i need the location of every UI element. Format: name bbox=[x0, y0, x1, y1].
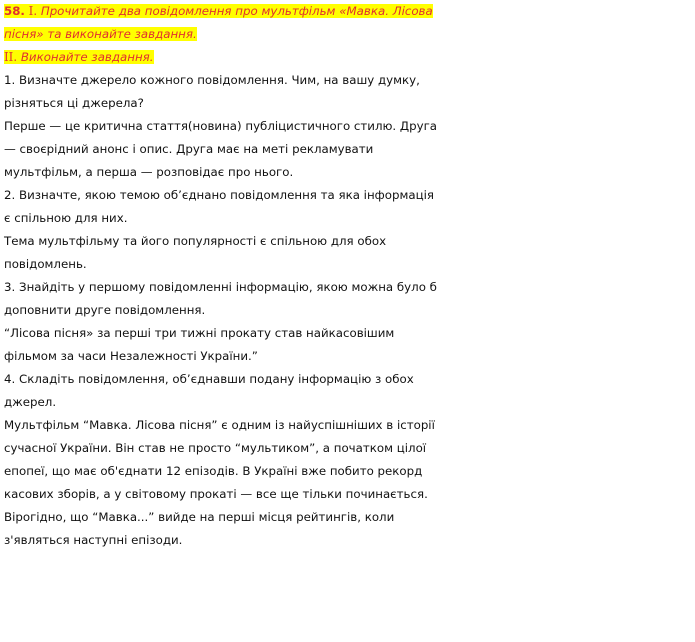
question-3-line-1: 3. Знайдіть у першому повідомленні інформацію, якою можна було б bbox=[4, 280, 437, 294]
answer-2-line-1: Тема мультфільму та його популярності є спільною для обох bbox=[4, 234, 387, 248]
answer-3-line-2: фільмом за часи Незалежності України.” bbox=[4, 349, 258, 363]
task-number: 58. bbox=[4, 4, 25, 18]
answer-3-line-1: “Лісова пісня» за перші три тижні прокату став найкасовішим bbox=[4, 326, 395, 340]
part2-roman: II. bbox=[4, 50, 18, 64]
answer-4-line-3: епопеї, що має об'єднати 12 епізодів. В Україні вже побито рекорд bbox=[4, 464, 423, 478]
task-header-line-2 bbox=[4, 23, 689, 46]
answer-4-line-5: Вірогідно, що “Мавка...” вийде на перші місця рейтингів, коли bbox=[4, 510, 395, 524]
answer-1-line-3: мультфільм, а перша — розповідає про нього. bbox=[4, 165, 294, 179]
part2-highlight bbox=[4, 50, 154, 64]
answer-2-line-2: повідомлень. bbox=[4, 257, 87, 271]
answer-1-line-1: Перше — це критична стаття(новина) публіцистичного стилю. Друга bbox=[4, 119, 438, 133]
part1-text-2: пісня» та виконайте завдання. bbox=[4, 27, 197, 41]
question-1-line-2: різняться ці джерела? bbox=[4, 96, 144, 110]
answer-4-line-6: з'являться наступні епізоди. bbox=[4, 533, 183, 547]
question-1-line-1: 1. Визначте джерело кожного повідомлення. Чим, на вашу думку, bbox=[4, 73, 420, 87]
answer-4-line-1: Мультфільм “Мавка. Лісова пісня” є одним із найуспішніших в історії bbox=[4, 418, 435, 432]
question-4-line-2: джерел. bbox=[4, 395, 57, 409]
task-header-line-3 bbox=[4, 46, 689, 69]
part2-text: Виконайте завдання. bbox=[20, 50, 154, 64]
part1-roman: I. bbox=[28, 4, 38, 18]
answer-4-line-4: касових зборів, а у світовому прокаті — все ще тільки починається. bbox=[4, 487, 428, 501]
question-2-line-2: є спільною для них. bbox=[4, 211, 128, 225]
answer-1-line-2: — своєрідний анонс і опис. Друга має на меті рекламувати bbox=[4, 142, 374, 156]
task-header-line-1 bbox=[4, 0, 689, 23]
answer-4-line-2: сучасної України. Він став не просто “мультиком”, а початком цілої bbox=[4, 441, 427, 455]
task-header-highlight bbox=[4, 4, 433, 18]
part1-text-1: Прочитайте два повідомлення про мультфільм «Мавка. Лісова bbox=[40, 4, 433, 18]
question-3-line-2: доповнити друге повідомлення. bbox=[4, 303, 206, 317]
question-4-line-1: 4. Складіть повідомлення, об’єднавши подану інформацію з обох bbox=[4, 372, 414, 386]
question-2-line-1: 2. Визначте, якою темою об’єднано повідомлення та яка інформація bbox=[4, 188, 434, 202]
